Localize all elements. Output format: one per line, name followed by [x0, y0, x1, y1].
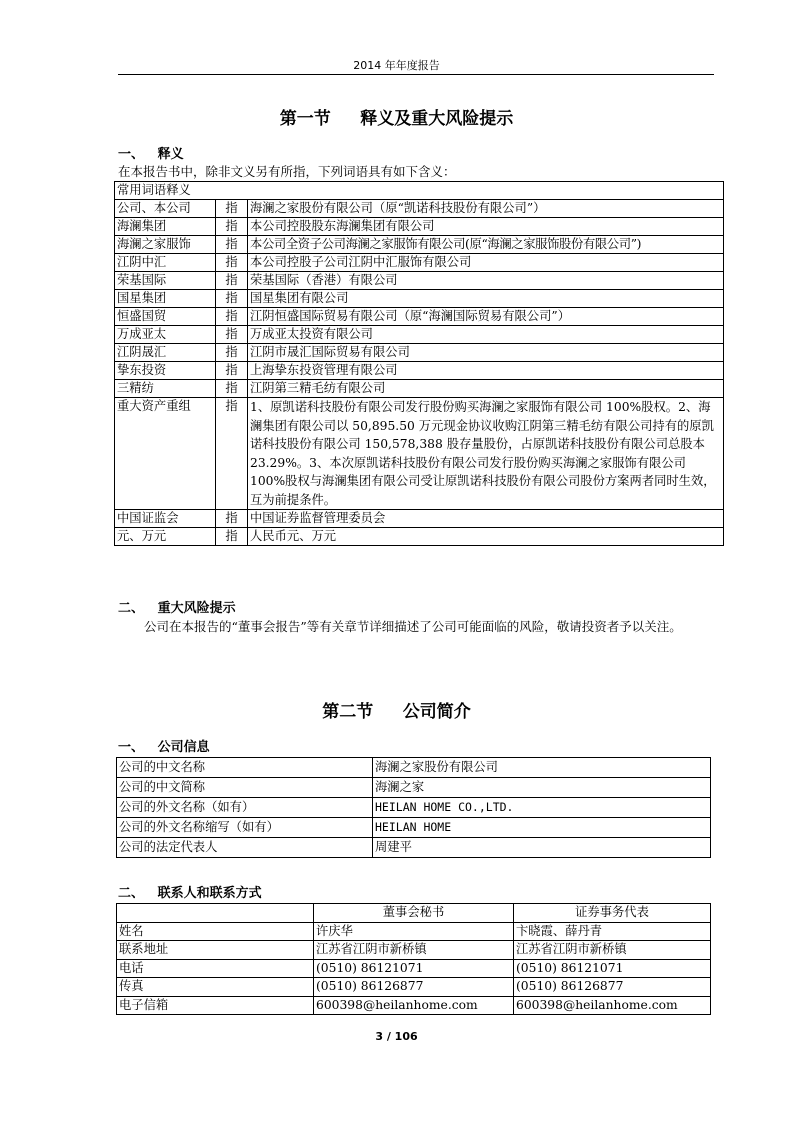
glossary-sep: 指	[216, 398, 248, 510]
table-row	[117, 922, 711, 941]
table-row	[117, 941, 711, 960]
glossary-intro: 在本报告书中，除非文义另有所指，下列词语具有如下含义：	[118, 164, 456, 179]
glossary-definition: 海澜之家股份有限公司（原“凯诺科技股份有限公司”）	[248, 200, 724, 218]
info-value: HEILAN HOME	[373, 818, 711, 838]
report-header-title: 2014 年年度报告	[353, 59, 440, 72]
table-row	[117, 978, 711, 997]
glossary-heading: 一、 释义	[118, 147, 184, 162]
company-info-heading: 一、 公司信息	[118, 740, 210, 755]
glossary-definition: 人民币元、万元	[248, 528, 724, 546]
contact-heading: 二、 联系人和联系方式	[118, 886, 262, 901]
contact-key: 联系地址	[117, 941, 314, 960]
table-row	[115, 344, 724, 362]
contact-secretary-value: 许庆华	[314, 922, 514, 941]
page-number: 3 / 106	[375, 1030, 418, 1043]
table-row	[115, 254, 724, 272]
risk-heading: 二、 重大风险提示	[118, 601, 236, 616]
glossary-term: 江阴晟汇	[115, 344, 216, 362]
info-value: 海澜之家	[373, 778, 711, 798]
glossary-definition: 1、原凯诺科技股份有限公司发行股份购买海澜之家服饰有限公司 100%股权。2、海澜集团有限公司以 50,895.50 万元现金协议收购江阴第三精毛纺有限公司持有的原凯诺科技股份有限公司 150,578,388 股存量股份，占原凯诺科技股份有限公司总股本 23.29%。3、本次原凯诺科技股份有限公司发行股份购买海澜之家服饰有限公司 100%股权与海澜集团有限公司受让原凯诺科技股份有限公司股份方案两者同时生效，互为前提条件。	[248, 398, 724, 510]
glossary-sep: 指	[216, 200, 248, 218]
table-row	[117, 758, 711, 778]
glossary-term: 挚东投资	[115, 362, 216, 380]
glossary-definition: 江阴恒盛国际贸易有限公司（原“海澜国际贸易有限公司”）	[248, 308, 724, 326]
section-1-title: 第一节 释义及重大风险提示	[279, 109, 514, 129]
glossary-term: 江阴中汇	[115, 254, 216, 272]
glossary-definition: 万成亚太投资有限公司	[248, 326, 724, 344]
table-row	[115, 308, 724, 326]
table-row	[117, 996, 711, 1015]
company-info-table	[116, 757, 711, 858]
table-row	[115, 218, 724, 236]
glossary-term: 万成亚太	[115, 326, 216, 344]
contact-secretary-value: 江苏省江阴市新桥镇	[314, 941, 514, 960]
table-row	[115, 236, 724, 254]
table-row	[115, 380, 724, 398]
glossary-sep: 指	[216, 272, 248, 290]
glossary-term: 元、万元	[115, 528, 216, 546]
contact-secretary-value: (0510) 86121071	[314, 959, 514, 978]
contact-representative-value: 江苏省江阴市新桥镇	[514, 941, 711, 960]
table-row	[117, 959, 711, 978]
glossary-sep: 指	[216, 528, 248, 546]
glossary-sep: 指	[216, 326, 248, 344]
glossary-definition: 江阴第三精毛纺有限公司	[248, 380, 724, 398]
glossary-definition: 本公司控股股东海澜集团有限公司	[248, 218, 724, 236]
info-key: 公司的中文简称	[117, 778, 373, 798]
info-key: 公司的外文名称（如有）	[117, 798, 373, 818]
table-row	[117, 818, 711, 838]
table-row	[115, 398, 724, 510]
table-row	[117, 838, 711, 858]
risk-text: 公司在本报告的“董事会报告”等有关章节详细描述了公司可能面临的风险，敬请投资者予以关注。	[144, 619, 682, 634]
table-row	[117, 778, 711, 798]
table-row	[115, 362, 724, 380]
glossary-term: 重大资产重组	[115, 398, 216, 510]
info-value: HEILAN HOME CO.,LTD.	[373, 798, 711, 818]
contact-key: 电子信箱	[117, 996, 314, 1015]
contact-header-blank	[117, 904, 314, 923]
glossary-caption: 常用词语释义	[115, 182, 724, 200]
contact-representative-value: (0510) 86126877	[514, 978, 711, 997]
contact-secretary-value: 600398@heilanhome.com	[314, 996, 514, 1015]
section-2-title: 第二节 公司简介	[322, 702, 471, 722]
glossary-term: 中国证监会	[115, 510, 216, 528]
contact-representative-value: (0510) 86121071	[514, 959, 711, 978]
info-key: 公司的外文名称缩写（如有）	[117, 818, 373, 838]
info-value: 海澜之家股份有限公司	[373, 758, 711, 778]
contact-header-secretary: 董事会秘书	[314, 904, 514, 923]
info-key: 公司的中文名称	[117, 758, 373, 778]
table-row	[117, 798, 711, 818]
glossary-sep: 指	[216, 380, 248, 398]
glossary-table	[114, 181, 724, 546]
glossary-definition: 中国证券监督管理委员会	[248, 510, 724, 528]
contact-table	[116, 903, 711, 1015]
glossary-sep: 指	[216, 362, 248, 380]
contact-key: 姓名	[117, 922, 314, 941]
contact-key: 传真	[117, 978, 314, 997]
glossary-sep: 指	[216, 510, 248, 528]
glossary-sep: 指	[216, 218, 248, 236]
contact-key: 电话	[117, 959, 314, 978]
glossary-sep: 指	[216, 254, 248, 272]
table-row	[117, 904, 711, 923]
contact-representative-value: 600398@heilanhome.com	[514, 996, 711, 1015]
glossary-sep: 指	[216, 308, 248, 326]
glossary-definition: 本公司控股子公司江阴中汇服饰有限公司	[248, 254, 724, 272]
table-row	[115, 290, 724, 308]
glossary-sep: 指	[216, 236, 248, 254]
glossary-term: 恒盛国贸	[115, 308, 216, 326]
glossary-definition: 国星集团有限公司	[248, 290, 724, 308]
glossary-term: 荣基国际	[115, 272, 216, 290]
glossary-term: 海澜之家服饰	[115, 236, 216, 254]
table-row	[115, 182, 724, 200]
glossary-definition: 本公司全资子公司海澜之家服饰有限公司(原“海澜之家服饰股份有限公司”)	[248, 236, 724, 254]
table-row	[115, 326, 724, 344]
header-divider	[118, 74, 714, 75]
glossary-term: 海澜集团	[115, 218, 216, 236]
table-row	[115, 200, 724, 218]
info-value: 周建平	[373, 838, 711, 858]
info-key: 公司的法定代表人	[117, 838, 373, 858]
glossary-term: 国星集团	[115, 290, 216, 308]
contact-representative-value: 卞晓霞、薛丹青	[514, 922, 711, 941]
glossary-definition: 江阴市晟汇国际贸易有限公司	[248, 344, 724, 362]
glossary-term: 三精纺	[115, 380, 216, 398]
table-row	[115, 272, 724, 290]
glossary-definition: 荣基国际（香港）有限公司	[248, 272, 724, 290]
contact-header-representative: 证券事务代表	[514, 904, 711, 923]
glossary-sep: 指	[216, 344, 248, 362]
contact-secretary-value: (0510) 86126877	[314, 978, 514, 997]
glossary-sep: 指	[216, 290, 248, 308]
table-row	[115, 528, 724, 546]
table-row	[115, 510, 724, 528]
glossary-definition: 上海挚东投资管理有限公司	[248, 362, 724, 380]
glossary-term: 公司、本公司	[115, 200, 216, 218]
